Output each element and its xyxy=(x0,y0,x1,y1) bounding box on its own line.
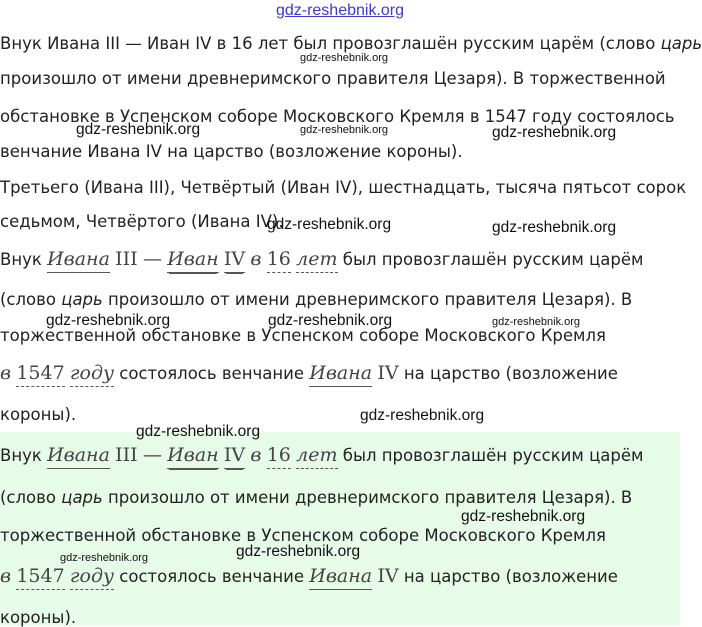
watermark: gdz-reshebnik.org xyxy=(236,543,361,560)
block3-line-2a: (слово xyxy=(0,488,62,507)
watermark: gdz-reshebnik.org xyxy=(267,216,392,233)
block3-word-iv: IV xyxy=(224,444,245,469)
block2-word-sost: состоялось венчание xyxy=(119,364,305,383)
block3-line-1 xyxy=(0,444,644,466)
block2-word-vnuk: Внук xyxy=(0,250,42,269)
block2-word-v: в xyxy=(250,248,262,270)
block2-word-let: лет xyxy=(296,248,337,273)
block3-line-5: короны). xyxy=(0,608,77,627)
block2-word-ivan: Иван xyxy=(167,248,218,273)
block2-line-1 xyxy=(0,248,644,270)
block1-line-4: венчание Ивана IV на царство (возложение короны). xyxy=(0,142,463,161)
watermark: gdz-reshebnik.org xyxy=(60,552,149,564)
block2-line-1-rest: был провозглашён русским царём xyxy=(342,250,644,269)
block2-word-iv2: IV xyxy=(377,362,399,384)
block3-line-2 xyxy=(0,488,632,507)
block2-word-16: 16 xyxy=(267,248,291,273)
watermark: gdz-reshebnik.org xyxy=(360,407,485,424)
block3-dash: — xyxy=(142,444,162,466)
block2-word-v2: в xyxy=(0,362,12,384)
block1-word-tsar: царь xyxy=(660,34,702,53)
block2-line-3: торжественной обстановке в Успенском соборе Московского Кремля xyxy=(0,326,606,345)
block2-word-ivana2: Ивана xyxy=(309,362,372,387)
block2-line-5: короны). xyxy=(0,405,77,424)
block2-line-4-rest: на царство (возложение xyxy=(403,364,618,383)
block2-line-2c: произошло от имени древнеримского правителя Цезаря). В xyxy=(102,290,633,309)
watermark: gdz-reshebnik.org xyxy=(46,312,171,329)
header-watermark-link[interactable]: gdz-reshebnik.org xyxy=(275,2,405,19)
block1-line-1 xyxy=(0,34,702,53)
block3-word-sost: состоялось венчание xyxy=(119,567,305,586)
watermark: gdz-reshebnik.org xyxy=(492,124,617,141)
block2-dash: — xyxy=(142,248,162,270)
block3-line-1-rest: был провозглашён русским царём xyxy=(342,446,644,465)
watermark: gdz-reshebnik.org xyxy=(76,121,201,138)
block3-line-2c: произошло от имени древнеримского правителя Цезаря). В xyxy=(102,488,633,507)
block3-line-4 xyxy=(0,565,618,587)
block3-word-tsar: царь xyxy=(61,488,103,507)
block3-word-v: в xyxy=(250,444,262,466)
block3-word-16: 16 xyxy=(267,444,291,469)
watermark: gdz-reshebnik.org xyxy=(492,219,617,236)
block2-word-iii: III xyxy=(115,248,138,270)
watermark: gdz-reshebnik.org xyxy=(300,52,389,64)
block2-word-iv: IV xyxy=(224,248,245,273)
block3-word-ivana: Ивана xyxy=(47,444,110,469)
block3-line-4-rest: на царство (возложение xyxy=(403,567,618,586)
block2-word-ivana: Ивана xyxy=(47,248,110,273)
block3-word-godu: году xyxy=(70,565,114,590)
watermark: gdz-reshebnik.org xyxy=(136,423,261,440)
watermark: gdz-reshebnik.org xyxy=(492,316,581,328)
watermark: gdz-reshebnik.org xyxy=(268,312,393,329)
block2-line-4 xyxy=(0,362,618,384)
block3-word-1547: 1547 xyxy=(16,565,64,590)
block2-line-2a: (слово xyxy=(0,290,62,309)
block3-word-iii: III xyxy=(115,444,138,466)
block2-word-tsar: царь xyxy=(61,290,103,309)
block1-line-1-text: Внук Ивана III — Иван IV в 16 лет был провозглашён русским царём (слово xyxy=(0,34,661,53)
block3-word-v2: в xyxy=(0,565,12,587)
block2-line-2 xyxy=(0,290,632,309)
block1-line-6: седьмом, Четвёртого (Ивана IV). xyxy=(0,212,284,231)
block3-word-iv2: IV xyxy=(377,565,399,587)
block3-line-3: торжественной обстановке в Успенском соборе Московского Кремля xyxy=(0,526,606,545)
block3-word-ivan: Иван xyxy=(167,444,218,469)
block3-word-ivana2: Ивана xyxy=(309,565,372,590)
block1-line-2: произошло от имени древнеримского правителя Цезаря). В торжественной xyxy=(0,69,666,88)
block1-line-3: обстановке в Успенском соборе Московского Кремля в 1547 году состоялось xyxy=(0,107,675,126)
block3-word-vnuk: Внук xyxy=(0,446,42,465)
block2-word-godu: году xyxy=(70,362,114,387)
block2-word-1547: 1547 xyxy=(16,362,64,387)
block3-word-let: лет xyxy=(296,444,337,469)
block1-line-5: Третьего (Ивана III), Четвёртый (Иван IV), шестнадцать, тысяча пятьсот сорок xyxy=(0,178,687,197)
watermark: gdz-reshebnik.org xyxy=(300,124,389,136)
watermark: gdz-reshebnik.org xyxy=(461,508,586,525)
